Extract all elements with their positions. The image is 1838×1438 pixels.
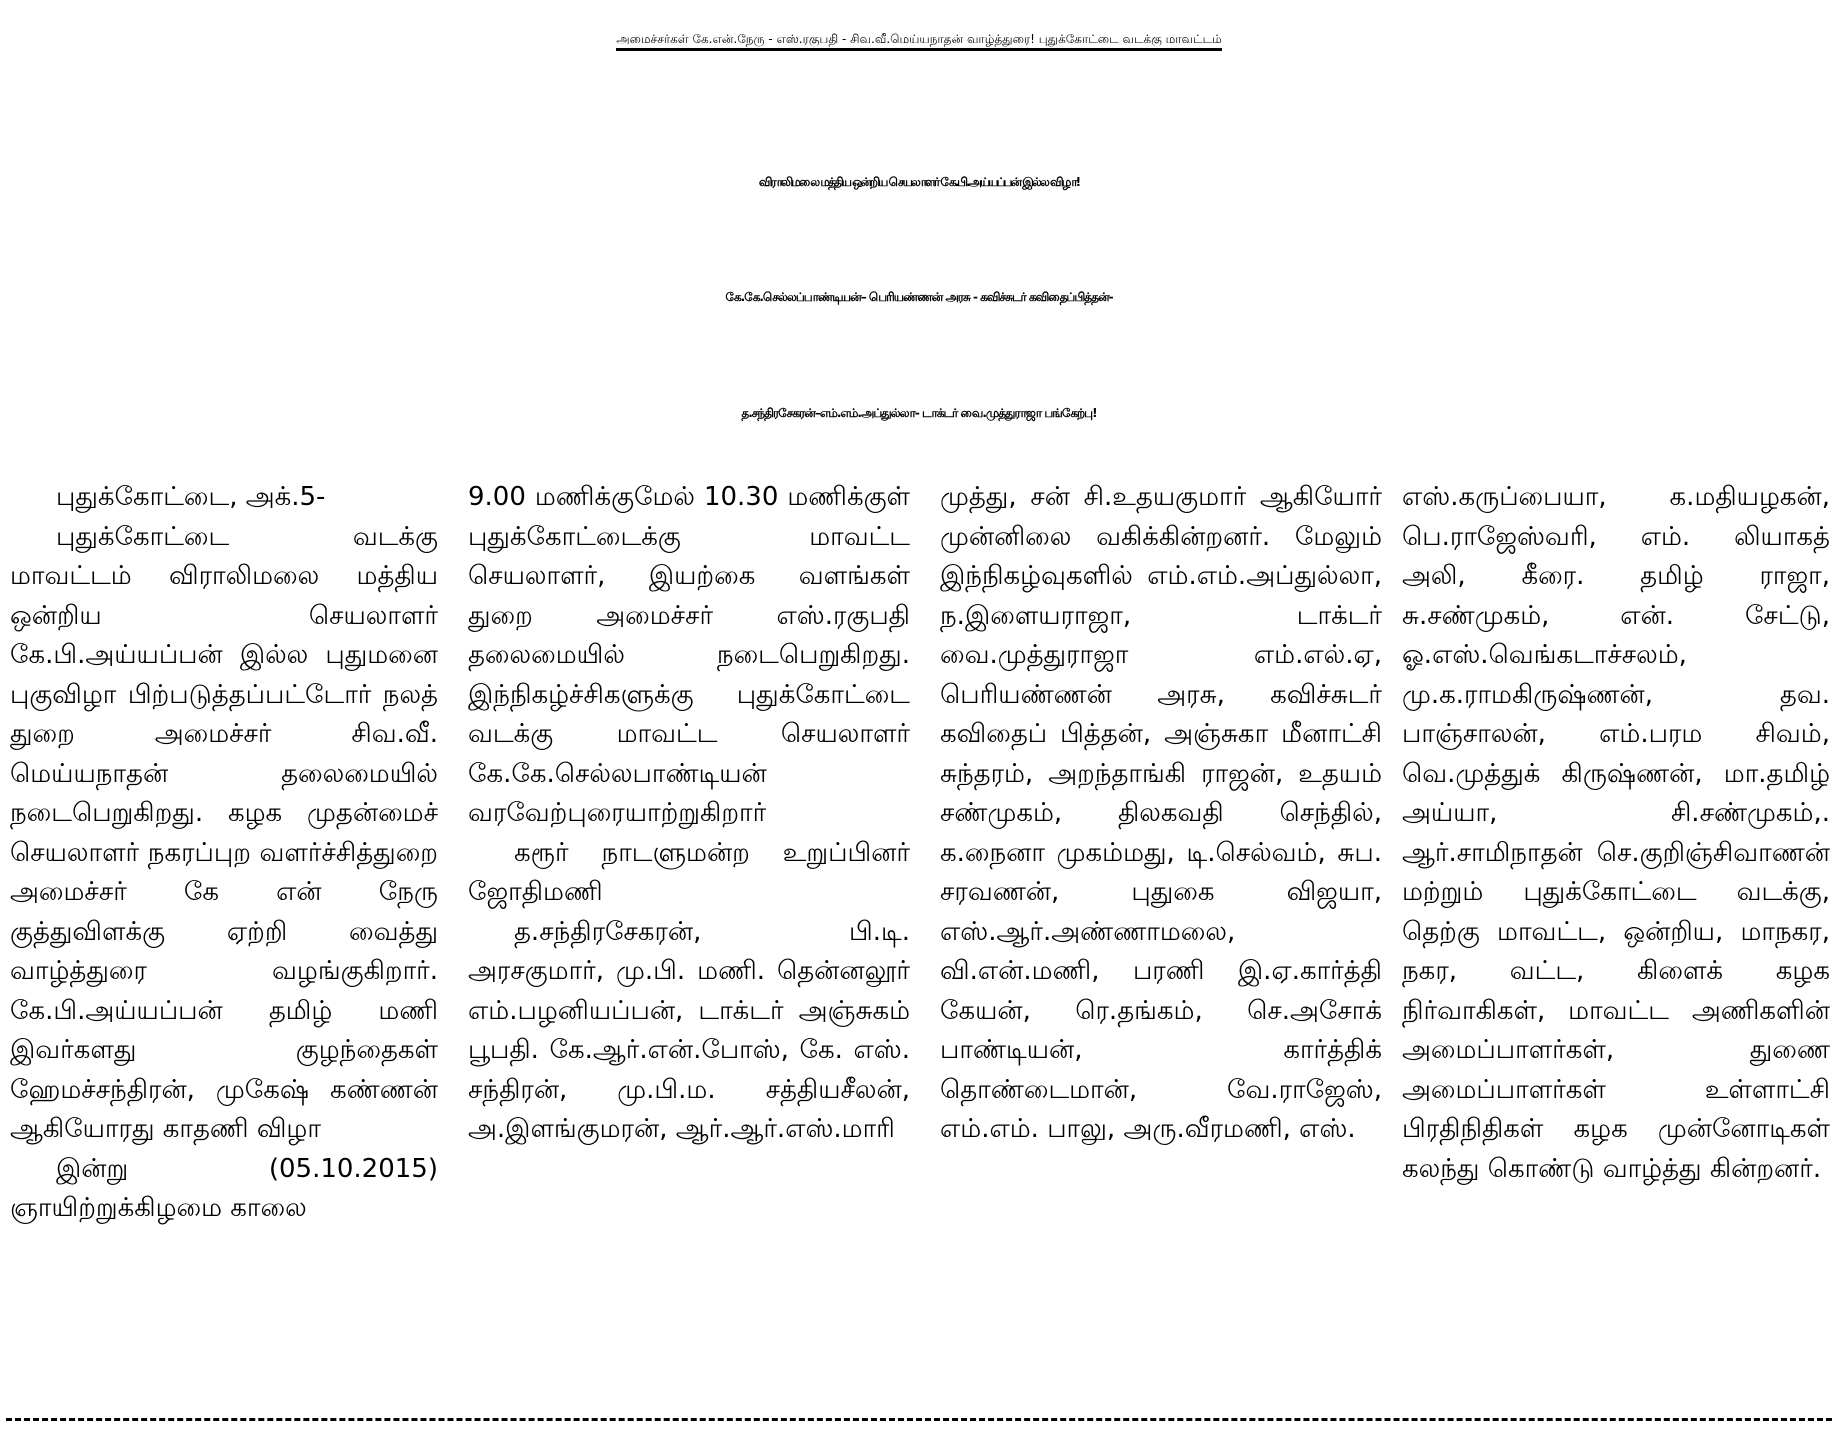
article-paragraph: எஸ்.கருப்பையா, க.மதியழகன், பெ.ராஜேஸ்வரி, எம். லியாகத் அலி, கீரை. தமிழ் ராஜா, சு.சண்முகம், என். சேட்டு, ஓ.எஸ்.வெங்கடாச்சலம், மு.க.ராமகிருஷ்ணன், தவ. பாஞ்சாலன், எம்.பரம சிவம், வெ.முத்துக் கிருஷ்ணன், மா.தமிழ் அய்யா, சி.சண்முகம்,. ஆர்.சாமிநாதன் செ.குறிஞ்சிவாணன் மற்றும் புதுக்கோட்டை வடக்கு, தெற்கு மாவட்ட, ஒன்றிய, மாநகர, நகர, வட்ட, கிளைக் கழக நிர்வாகிகள், மாவட்ட அணிகளின் அமைப்பாளர்கள், துணை அமைப்பாளர்கள் உள்ளாட்சி பிரதிநிதிகள் கழக முன்னோடிகள் கலந்து கொண்டு வாழ்த்து கின்றனர். xyxy=(1402,482,1830,1184)
dateline: புதுக்கோட்டை, அக்.5- xyxy=(56,482,326,512)
article-column-3 xyxy=(940,478,1382,1378)
article-paragraph: புதுக்கோட்டை வடக்கு மாவட்டம் விராலிமலை மத்திய ஒன்றிய செயலாளர் கே.பி.அய்யப்பன் இல்ல புதுமனை புகுவிழா பிற்படுத்தப்பட்டோர் நலத் துறை அமைச்சர் சிவ.வீ. மெய்யநாதன் தலைமையில் நடைபெறுகிறது. கழக முதன்மைச் செயலாளர் நகரப்புற வளர்ச்சித்துறை அமைச்சர் கே என் நேரு குத்துவிளக்கு ஏற்றி வைத்து வாழ்த்துரை வழங்குகிறார். கே.பி.அய்யப்பன் தமிழ் மணி இவர்களது குழந்தைகள் ஹேமச்சந்திரன், முகேஷ் கண்ணன் ஆகியோரது காதணி விழா xyxy=(10,521,438,1144)
subheadline-line-1: கே.கே.செல்லப்பாண்டியன்– பெரியண்ணன் அரசு - கவிச்சுடர் கவிதைப்பித்தன்- xyxy=(725,290,1113,304)
article-paragraph: கரூர் நாடளுமன்ற உறுப்பினர் ஜோதிமணி xyxy=(468,837,910,907)
bottom-dashed-divider xyxy=(6,1418,1832,1421)
article-paragraph: 9.00 மணிக்குமேல் 10.30 மணிக்குள் புதுக்கோட்டைக்கு மாவட்ட செயலாளர், இயற்கை வளங்கள் துறை அமைச்சர் எஸ்.ரகுபதி தலைமையில் நடைபெறுகிறது. இந்நிகழ்ச்சிகளுக்கு புதுக்கோட்டை வடக்கு மாவட்ட செயலாளர் கே.கே.செல்லபாண்டியன் வரவேற்புரையாற்றுகிறார் xyxy=(468,482,910,828)
main-headline: விராலிமலை மத்திய ஒன்றிய செயலாளர் கே.பி.அய்யப்பன் இல்ல விழா! xyxy=(758,175,1080,189)
article-paragraph: த.சந்திரசேகரன், பி.டி. அரசகுமார், மு.பி. மணி. தென்னலூர் எம்.பழனியப்பன், டாக்டர் அஞ்சுகம் பூபதி. கே.ஆர்.என்.போஸ், கே. எஸ். சந்திரன், மு.பி.ம. சத்தியசீலன், அ.இளங்குமரன், ஆர்.ஆர்.எஸ்.மாரி xyxy=(468,916,910,1144)
article-paragraph: இன்று (05.10.2015) ஞாயிற்றுக்கிழமை காலை xyxy=(10,1153,438,1223)
article-column-2 xyxy=(468,478,910,1378)
article-column-1 xyxy=(10,478,438,1378)
article-paragraph: முத்து, சன் சி.உதயகுமார் ஆகியோர் முன்னிலை வகிக்கின்றனர். மேலும் இந்நிகழ்வுகளில் எம்.எம்.அப்துல்லா, ந.இளையராஜா, டாக்டர் வை.முத்துராஜா எம்.எல்.ஏ, பெரியண்ணன் அரசு, கவிச்சுடர் கவிதைப் பித்தன், அஞ்சுகா மீனாட்சி சுந்தரம், அறந்தாங்கி ராஜன், உதயம் சண்முகம், திலகவதி செந்தில், க.நைனா முகம்மது, டி.செல்வம், சுப. சரவணன், புதுகை விஜயா, எஸ்.ஆர்.அண்ணாமலை, வி.என்.மணி, பரணி இ.ஏ.கார்த்தி கேயன், ரெ.தங்கம், செ.அசோக் பாண்டியன், கார்த்திக் தொண்டைமான், வே.ராஜேஸ், எம்.எம். பாலு, அரு.வீரமணி, எஸ். xyxy=(940,482,1382,1144)
kicker-headline xyxy=(0,8,1838,70)
kicker-text: அமைச்சர்கள் கே.என்.நேரு - எஸ்.ரகுபதி - சிவ.வீ.மெய்யநாதன் வாழ்த்துரை! புதுக்கோட்டை வடக்கு மாவட்டம் xyxy=(616,32,1222,51)
article-column-4 xyxy=(1402,478,1830,1378)
subheadline-line-2: த.சந்திரசேகரன்–எம்.எம்.அப்துல்லா- டாக்டர் வை.முத்துராஜா பங்கேற்பு! xyxy=(741,406,1097,420)
